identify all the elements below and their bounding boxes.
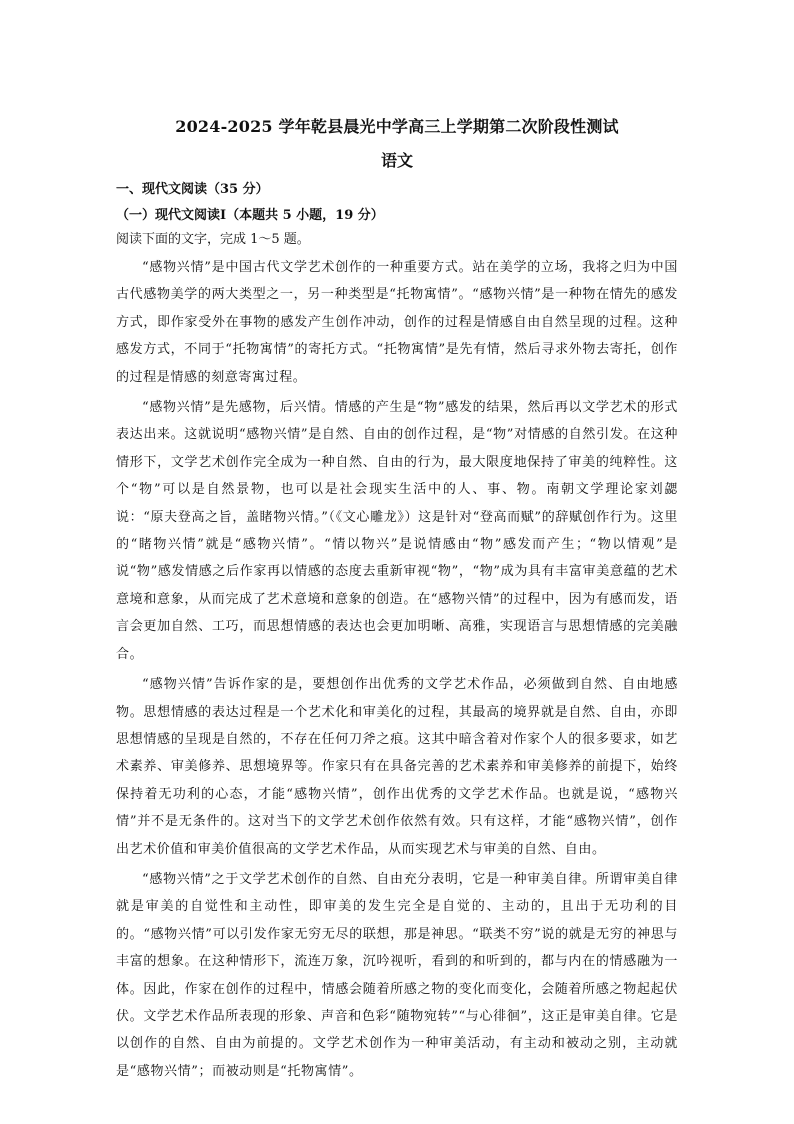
- subject-title: 语文: [380, 151, 413, 170]
- subsection-heading: （一）现代文阅读Ⅰ（本题共 5 小题，19 分）: [116, 208, 384, 223]
- passage-paragraph: “感物兴情”之于文学艺术创作的自然、自由充分表明，它是一种审美自律。所谓审美自律就是审美的自觉性和主动性，即审美的发生完全是自觉的、主动的，且出于无功利的目的。“感物兴情”可以引发作家无穷无尽的联想，那是神思。“联类不穷”说的就是无穷的神思与丰富的想象。在这种情形下，流连万象，沉吟视听，看到的和听到的，都与内在的情感融为一体。因此，作家在创作的过程中，情感会随着所感之物的变化而变化，会随着所感之物起起伏伏。文学艺术作品所表现的形象、声音和色彩“随物宛转”“与心徘徊”，这正是审美自律。它是以创作的自然、自由为前提的。文学艺术创作为一种审美活动，有主动和被动之别，主动就是“感物兴情”；而被动则是“托物寓情”。: [116, 871, 678, 1079]
- passage-paragraph: “感物兴情”是中国古代文学艺术创作的一种重要方式。站在美学的立场，我将之归为中国古代感物美学的两大类型之一，另一种类型是“托物寓情”。“感物兴情”是一种物在情先的感发方式，即作家受外在事物的感发产生创作冲动，创作的过程是情感自由自然呈现的过程。这种感发方式，不同于“托物寓情”的寄托方式。“托物寓情”是先有情，然后寻求外物去寄托，创作的过程是情感的刻意寄寓过程。: [116, 260, 678, 385]
- exam-title: 2024-2025 学年乾县晨光中学高三上学期第二次阶段性测试: [175, 117, 619, 136]
- passage-paragraph: “感物兴情”告诉作家的是，要想创作出优秀的文学艺术作品，必须做到自然、自由地感物。思想情感的表达过程是一个艺术化和审美化的过程，其最高的境界就是自然、自由，亦即思想情感的呈现是自然的，不存在任何刀斧之痕。这其中暗含着对作家个人的很多要求，如艺术素养、审美修养、思想境界等。作家只有在具备完善的艺术素养和审美修养的前提下，始终保持着无功利的心态，才能“感物兴情”，创作出优秀的文学艺术作品。也就是说，“感物兴情”并不是无条件的。这对当下的文学艺术创作依然有效。只有这样，才能“感物兴情”，创作出艺术价值和审美价值很高的文学艺术作品，从而实现艺术与审美的自然、自由。: [116, 677, 678, 857]
- section-heading: 一、现代文阅读（35 分）: [116, 182, 269, 197]
- passage-paragraph: “感物兴情”是先感物，后兴情。情感的产生是“物”感发的结果，然后再以文学艺术的形式表达出来。这就说明“感物兴情”是自然、自由的创作过程，是“物”对情感的自然引发。在这种情形下，文学艺术创作完全成为一种自然、自由的行为，最大限度地保持了审美的纯粹性。这个“物”可以是自然景物，也可以是社会现实生活中的人、事、物。南朝文学理论家刘勰说：“原夫登高之旨，盖睹物兴情。”（《文心雕龙》）这是针对“登高而赋”的辞赋创作行为。这里的“睹物兴情”就是“感物兴情”。“情以物兴”是说情感由“物”感发而产生；“物以情观”是说“物”感发情感之后作家再以情感的态度去重新审视“物”，“物”成为具有丰富审美意蕴的艺术意境和意象，从而完成了艺术意境和意象的创造。在“感物兴情”的过程中，因为有感而发，语言会更加自然、工巧，而思想情感的表达也会更加明晰、高雅，实现语言与思想情感的完美融合。: [116, 400, 678, 662]
- reading-instruction: 阅读下面的文字，完成 1～5 题。: [116, 232, 310, 247]
